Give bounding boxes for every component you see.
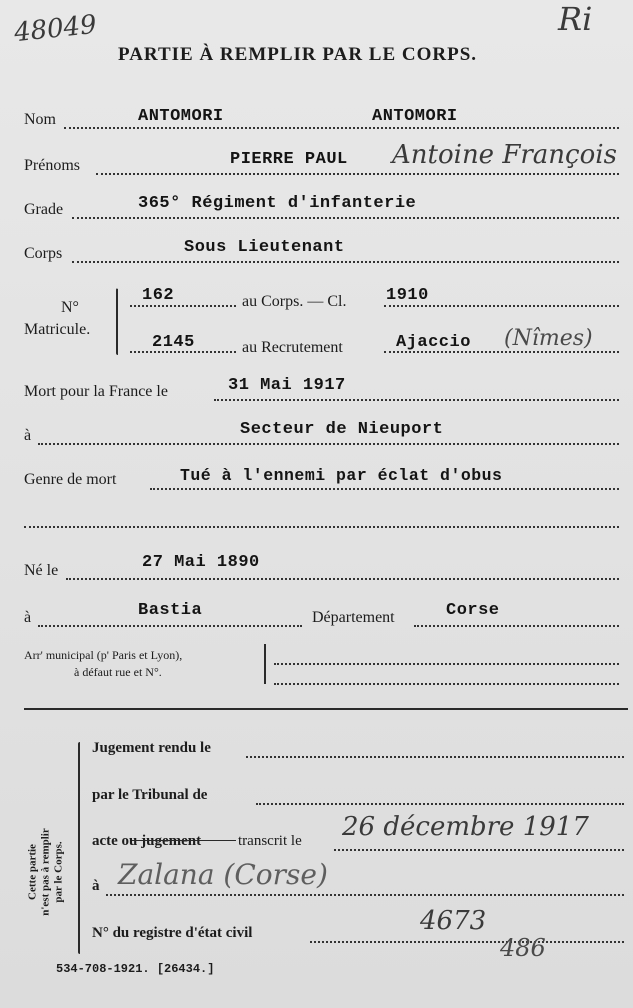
registre-handwritten-2: 486 [500,934,546,962]
nom-dotted-line [64,127,619,129]
registre-dotted [310,941,624,943]
matricule-label: Matricule. [24,321,91,338]
matricule-classe-dotted [384,305,619,307]
matricule-corps-number: 162 [142,286,175,305]
side-note-line-2: n'est pas à remplir [39,828,52,916]
mort-value: 31 Mai 1917 [228,376,346,395]
nom-label: Nom [24,111,56,128]
section-separator [24,708,628,710]
jugement-lieu-dotted [106,894,624,896]
mort-lieu-dotted-line [38,443,619,445]
transcrit-label: transcrit le [238,833,302,849]
prenoms-label: Prénoms [24,157,80,174]
mort-dotted-line [214,399,619,401]
registre-label: N° du registre d'état civil [92,925,253,941]
genre-mort-label: Genre de mort [24,471,117,488]
side-note-line-3: par le Corps. [52,841,65,903]
tribunal-label: par le Tribunal de [92,787,208,803]
mort-label: Mort pour la France le [24,383,168,400]
prenoms-dotted-line [96,173,619,175]
transcrit-dotted [334,849,624,851]
tribunal-dotted [256,803,624,805]
form-title: PARTIE À REMPLIR PAR LE CORPS. [118,44,478,65]
prenoms-value: PIERRE PAUL [230,150,348,169]
transcrit-strike-line [132,840,236,841]
matricule-recrutement-place: Ajaccio [396,333,471,352]
matricule-recrutement-label: au Recrutement [242,339,343,356]
genre-mort-dotted-line [150,488,619,490]
genre-mort-value: Tué à l'ennemi par éclat d'obus [180,466,503,485]
jugement-brace [78,742,80,954]
grade-label: Grade [24,201,64,218]
side-note-line-1: Cette partie [26,844,39,900]
naissance-lieu-dotted-line [38,625,302,627]
naissance-value: 27 Mai 1890 [142,553,260,572]
matricule-brace [116,288,118,355]
nom-value-1: ANTOMORI [138,107,224,126]
grade-value: 365° Régiment d'infanterie [138,194,417,213]
matricule-recrutement-handwritten: (Nîmes) [504,326,593,351]
mort-lieu-value: Secteur de Nieuport [240,420,444,439]
arrondissement-label-2: à défaut rue et N°. [74,665,162,679]
matricule-no-label: N° [61,299,79,316]
matricule-corps-dotted [130,305,236,307]
arrondissement-label-1: Arr' municipal (p' Paris et Lyon), [24,648,183,662]
matricule-recrutement-number: 2145 [152,333,195,352]
matricule-corps-label: au Corps. — Cl. [242,293,347,310]
side-note [27,828,66,916]
transcrit-handwritten: 26 décembre 1917 [342,812,589,842]
naissance-dotted-line [66,578,619,580]
mort-lieu-label: à [24,427,32,444]
naissance-lieu-label: à [24,609,32,626]
nom-value-2: ANTOMORI [372,107,458,126]
naissance-label: Né le [24,562,59,579]
registre-handwritten: 4673 [420,906,487,936]
genre-mort-dotted-line-2 [24,526,619,528]
file-number-annotation: 48049 [12,9,99,49]
jugement-rendu-label: Jugement rendu le [92,740,211,756]
print-reference: 534-708-1921. [26434.] [56,962,215,976]
departement-value: Corse [446,601,500,620]
grade-dotted-line [72,217,619,219]
arrondissement-dotted-line-1 [274,663,619,665]
corps-label: Corps [24,245,63,262]
arrondissement-dotted-line-2 [274,683,619,685]
jugement-rendu-dotted [246,756,624,758]
corps-value: Sous Lieutenant [184,238,345,257]
departement-dotted-line [414,625,619,627]
naissance-lieu-value: Bastia [138,601,203,620]
jugement-lieu-label: à [92,878,100,894]
corner-mark-annotation: Ri [558,0,593,38]
arrondissement-brace [264,644,266,684]
departement-label: Département [312,609,395,626]
matricule-classe: 1910 [386,286,429,305]
corps-dotted-line [72,261,619,263]
transcrit-label-struck: acte ou jugement [92,833,202,849]
matricule-recrutement-dotted [130,351,236,353]
jugement-lieu-handwritten: Zalana (Corse) [118,858,328,891]
prenoms-handwritten: Antoine François [392,140,617,170]
